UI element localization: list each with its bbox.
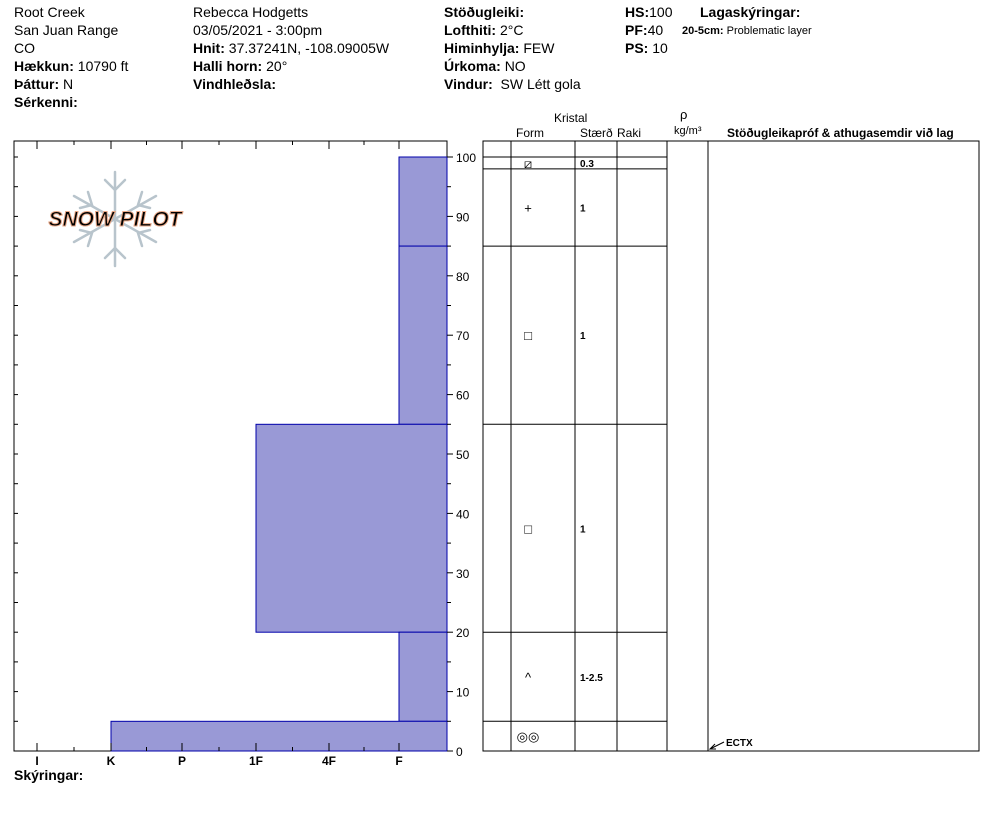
density-unit: kg/m³ <box>674 125 702 137</box>
crystal-size-value: 1 <box>580 331 586 343</box>
observation-datetime: 03/05/2021 - 3:00pm <box>193 22 323 38</box>
hardness-layer-bar <box>399 632 447 721</box>
pf-value: 40 <box>647 22 664 38</box>
hardness-tick-label: P <box>177 754 187 768</box>
hs-label: HS: <box>625 4 650 20</box>
crystal-form-symbol: □ <box>524 521 532 537</box>
depth-tick-label: 10 <box>456 685 470 700</box>
crystal-form-symbol: □ <box>524 328 532 344</box>
form-header: Form <box>516 126 544 140</box>
snow-pilot-logo: SNOW PILOT <box>48 208 182 231</box>
tests-header: Stöðugleikapróf & athugasemdir við lag <box>727 126 954 140</box>
crystal-form-symbol: + <box>524 200 532 216</box>
depth-tick-label: 80 <box>456 269 470 284</box>
layer-note-depth: 20-5cm: <box>682 25 724 37</box>
crystal-table-frame <box>483 141 979 751</box>
crystal-form-symbol: ◎◎ <box>516 729 540 745</box>
precip-label: Úrkoma: <box>444 58 501 74</box>
hardness-tick-label: 4F <box>321 754 337 768</box>
depth-tick-label: 30 <box>456 566 470 581</box>
slope-label: Halli horn: <box>193 58 263 74</box>
sky-value: FEW <box>523 40 555 56</box>
depth-tick-label: 60 <box>456 388 470 403</box>
wind-loading-label: Vindhleðsla: <box>193 76 276 92</box>
crystal-size-value: 1-2.5 <box>580 672 603 684</box>
aspect-label: Þáttur: <box>14 76 60 92</box>
crystal-size-value: 1 <box>580 203 586 215</box>
depth-tick-label: 20 <box>456 626 470 641</box>
hardness-layer-bar <box>111 721 447 751</box>
elevation-label: Hækkun: <box>14 58 74 74</box>
coords-value: 37.37241N, -108.09005W <box>228 40 390 56</box>
crystal-form-symbol: ^ <box>524 669 532 685</box>
hardness-tick-label: 1F <box>248 754 264 768</box>
sky-label: Himinhylja: <box>444 40 520 56</box>
depth-tick-label: 0 <box>456 745 463 759</box>
aspect-value: N <box>63 76 74 92</box>
hardness-tick-label: I <box>35 754 39 768</box>
crystal-size-value: 1 <box>580 524 586 536</box>
crystal-header: Kristal <box>554 111 588 125</box>
layer-notes-label: Lagaskýringar: <box>700 4 801 20</box>
depth-tick-label: 40 <box>456 507 470 522</box>
layer-note-text: Problematic layer <box>726 25 812 37</box>
hardness-layer-bar <box>399 157 447 246</box>
density-symbol: ρ <box>680 107 688 122</box>
hardness-tick-label: K <box>106 754 116 768</box>
coords-label: Hnit: <box>193 40 225 56</box>
precip-value: NO <box>504 58 526 74</box>
location-name: Root Creek <box>14 4 85 20</box>
elevation-value: 10790 ft <box>77 58 129 74</box>
slope-value: 20° <box>266 58 288 74</box>
stability-label: Stöðugleiki: <box>444 4 525 20</box>
wind-label: Vindur: <box>444 76 493 92</box>
legend-label: Skýringar: <box>14 767 84 783</box>
state: CO <box>14 40 35 56</box>
air-temp-label: Lofthiti: <box>444 22 497 38</box>
stability-test-label: ECTX <box>726 738 753 749</box>
depth-tick-label: 50 <box>456 448 470 462</box>
depth-tick-label: 70 <box>456 329 470 344</box>
hardness-layer-bar <box>256 424 447 632</box>
hardness-layer-bar <box>399 246 447 424</box>
mountain-range: San Juan Range <box>14 22 119 38</box>
wind-value: SW Létt gola <box>500 76 581 92</box>
test-pointer <box>710 742 724 749</box>
observer-name: Rebecca Hodgetts <box>193 4 309 20</box>
ps-label: PS: <box>625 40 649 56</box>
pf-label: PF: <box>625 22 648 38</box>
features-label: Sérkenni: <box>14 94 78 110</box>
hs-value: 100 <box>649 4 673 20</box>
crystal-form-symbol: ⧄ <box>523 155 533 171</box>
air-temp-value: 2°C <box>499 22 524 38</box>
depth-tick-label: 100 <box>456 151 477 165</box>
moisture-header: Raki <box>617 126 642 140</box>
size-header: Stærð <box>580 126 613 140</box>
hardness-tick-label: F <box>395 754 403 768</box>
depth-tick-label: 90 <box>456 210 470 225</box>
ps-value: 10 <box>652 40 668 56</box>
crystal-size-value: 0.3 <box>580 158 594 170</box>
